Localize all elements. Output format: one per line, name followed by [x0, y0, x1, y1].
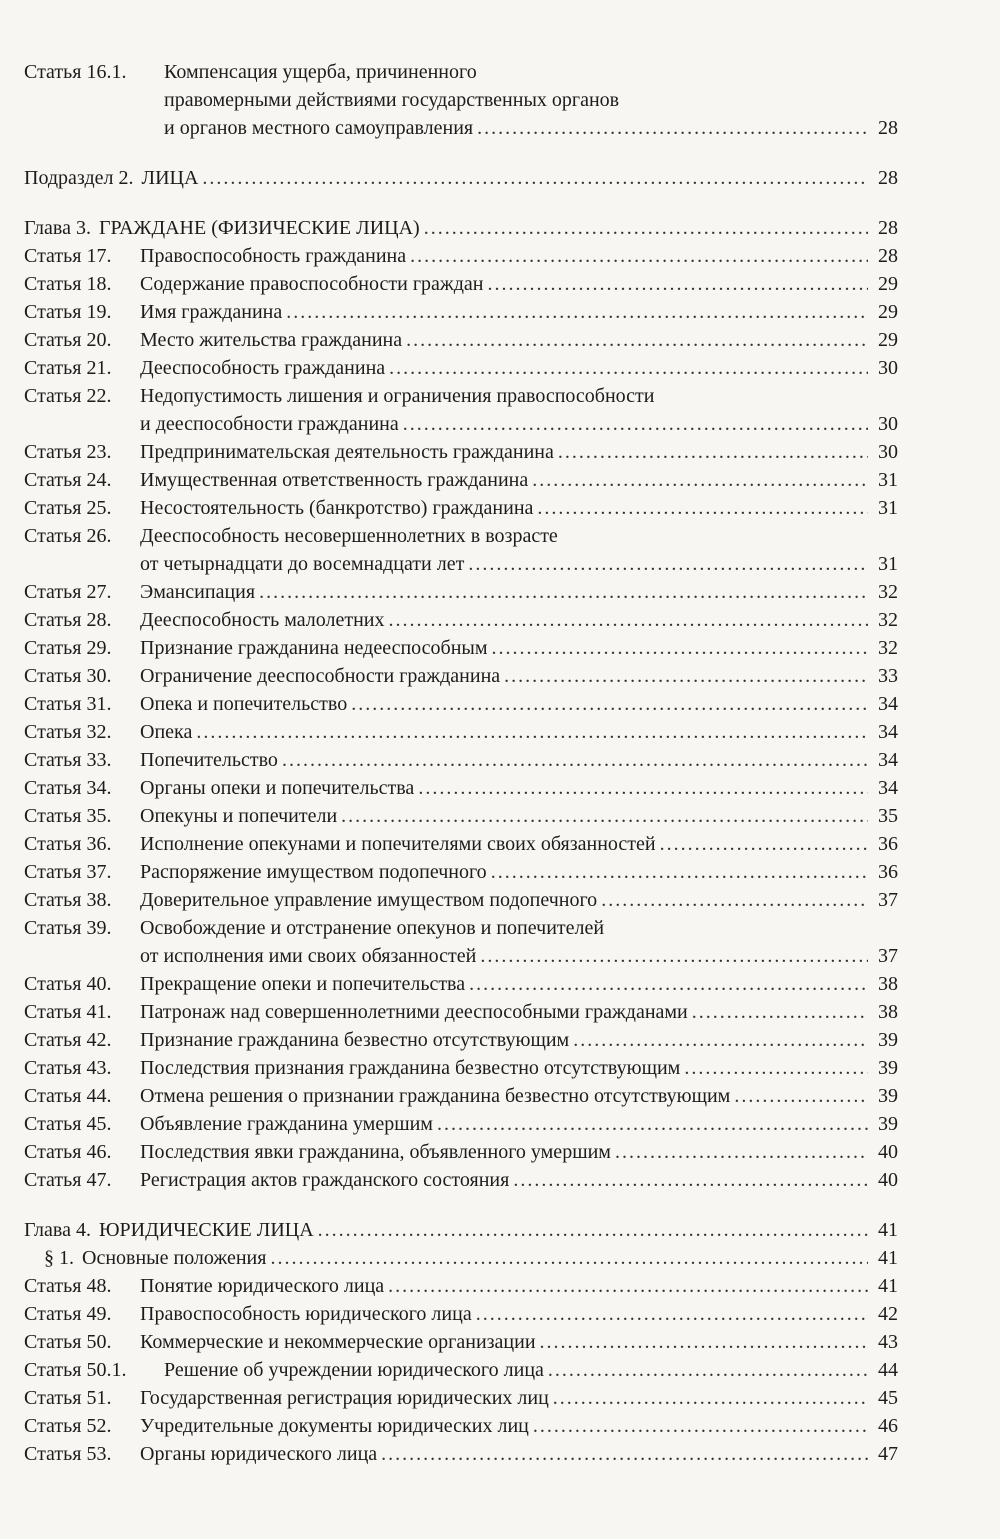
toc-entry-title: ГРАЖДАНЕ (ФИЗИЧЕСКИЕ ЛИЦА): [98, 217, 420, 239]
toc-entry-title: Дееспособность малолетних: [140, 609, 385, 631]
toc-entry-title: Признание гражданина безвестно отсутствующим: [140, 1029, 570, 1051]
toc-line: [24, 1138, 898, 1166]
toc-line: [24, 774, 898, 802]
dot-leader: [513, 1166, 868, 1194]
toc-line: [24, 326, 898, 354]
page-number: 30: [878, 357, 898, 379]
page-number: 41: [878, 1247, 898, 1269]
toc-entry-title: Место жительства гражданина: [140, 329, 403, 351]
toc-entry-label: Статья 21.: [24, 357, 112, 379]
dot-leader: [286, 298, 868, 326]
toc-entry[interactable]: [24, 1054, 898, 1082]
toc-line: [24, 634, 898, 662]
dot-leader: [259, 578, 868, 606]
toc-entry-label: Статья 41.: [24, 1001, 112, 1023]
toc-entry-title: правомерными действиями государственных органов: [164, 89, 620, 111]
toc-entry-label: Статья 30.: [24, 665, 112, 687]
dot-leader: [615, 1138, 868, 1166]
toc-line: [24, 1384, 898, 1412]
page-number: 41: [878, 1219, 898, 1241]
toc-line: [24, 1054, 898, 1082]
toc-line: [24, 718, 898, 746]
dot-leader: [437, 1110, 868, 1138]
toc-line: [24, 466, 898, 494]
toc-entry[interactable]: [24, 1328, 898, 1356]
toc-entry-label: Статья 19.: [24, 301, 112, 323]
page-number: 38: [878, 973, 898, 995]
toc-entry-label: Статья 37.: [24, 861, 112, 883]
toc-entry[interactable]: [24, 1166, 898, 1194]
dot-leader: [573, 1026, 868, 1054]
toc-entry-label: Статья 43.: [24, 1057, 112, 1079]
dot-leader: [469, 970, 868, 998]
toc-entry[interactable]: [24, 718, 898, 746]
page-number: 41: [878, 1275, 898, 1297]
page-number: 34: [878, 777, 898, 799]
toc-entry-title: Органы юридического лица: [140, 1443, 378, 1465]
toc-line: [24, 802, 898, 830]
toc-entry-title: Решение об учреждении юридического лица: [164, 1359, 544, 1381]
toc-line: [24, 578, 898, 606]
dot-leader: [424, 214, 868, 242]
toc-entry-label: § 1.: [44, 1247, 74, 1269]
dot-leader: [403, 410, 868, 438]
toc-entry-title: Опека: [140, 721, 193, 743]
toc-entry-label: Статья 47.: [24, 1169, 112, 1191]
toc-entry-label: Статья 50.1.: [24, 1359, 127, 1381]
toc-entry-title: Основные положения: [82, 1247, 267, 1269]
toc-entry-title: Эмансипация: [140, 581, 256, 603]
toc-entry-title: Государственная регистрация юридических лиц: [140, 1387, 549, 1409]
toc-entry[interactable]: [24, 1412, 898, 1440]
toc-entry-title: Органы опеки и попечительства: [140, 777, 415, 799]
toc-entry-label: Статья 49.: [24, 1303, 112, 1325]
toc-entry[interactable]: [24, 326, 898, 354]
toc-entry-title: Распоряжение имуществом подопечного: [140, 861, 487, 883]
page-number: 36: [878, 833, 898, 855]
toc-entry[interactable]: [24, 494, 898, 522]
dot-leader: [341, 802, 868, 830]
toc-entry-title: Опека и попечительство: [140, 693, 348, 715]
toc-entry-label: Статья 24.: [24, 469, 112, 491]
dot-leader: [601, 886, 868, 914]
toc-line: [24, 746, 898, 774]
toc-entry-title: Понятие юридического лица: [140, 1275, 385, 1297]
toc-line: [24, 1244, 898, 1272]
toc-line: [24, 522, 898, 550]
toc-entry-title: Имущественная ответственность гражданина: [140, 469, 529, 491]
toc-entry[interactable]: [24, 214, 898, 242]
toc-entry-title: Коммерческие и некоммерческие организации: [140, 1331, 536, 1353]
dot-leader: [540, 1328, 868, 1356]
dot-leader: [389, 354, 868, 382]
toc-line: [24, 86, 898, 114]
toc-entry-label: Статья 25.: [24, 497, 112, 519]
toc-line: [24, 1166, 898, 1194]
toc-line: [24, 970, 898, 998]
toc-entry-label: Статья 52.: [24, 1415, 112, 1437]
dot-leader: [553, 1384, 868, 1412]
dot-leader: [381, 1440, 868, 1468]
toc-entry[interactable]: [24, 662, 898, 690]
dot-leader: [476, 1300, 868, 1328]
toc-line: [24, 550, 898, 578]
toc-entry-label: Статья 33.: [24, 749, 112, 771]
toc-entry[interactable]: [24, 1138, 898, 1166]
toc-line: [24, 354, 898, 382]
toc-entry-label: Подраздел 2.: [24, 167, 134, 189]
toc-entry-label: Статья 27.: [24, 581, 112, 603]
toc-entry[interactable]: [24, 914, 898, 970]
toc-line: [24, 1216, 898, 1244]
toc-line: [24, 382, 898, 410]
toc-entry-label: Статья 31.: [24, 693, 112, 715]
dot-leader: [684, 1054, 868, 1082]
toc-entry[interactable]: [24, 774, 898, 802]
toc-entry-title: и органов местного самоуправления: [164, 117, 474, 139]
page-number: 30: [878, 441, 898, 463]
page-number: 32: [878, 581, 898, 603]
page-number: 29: [878, 301, 898, 323]
toc-entry-title: ЛИЦА: [141, 167, 199, 189]
toc-line: [24, 1300, 898, 1328]
toc-entry-title: Последствия признания гражданина безвестно отсутствующим: [140, 1057, 681, 1079]
page-number: 32: [878, 609, 898, 631]
toc-entry-title: Учредительные документы юридических лиц: [140, 1415, 529, 1437]
toc-entry-label: Статья 26.: [24, 525, 112, 547]
toc-entry[interactable]: [24, 354, 898, 382]
toc-entry-label: Статья 48.: [24, 1275, 112, 1297]
toc-entry-label: Статья 44.: [24, 1085, 112, 1107]
toc-line: [24, 298, 898, 326]
toc-entry[interactable]: [24, 606, 898, 634]
page-number: 29: [878, 329, 898, 351]
toc-entry-title: от четырнадцати до восемнадцати лет: [140, 553, 465, 575]
toc-entry-label: Статья 40.: [24, 973, 112, 995]
page-number: 29: [878, 273, 898, 295]
toc-entry-title: Регистрация актов гражданского состояния: [140, 1169, 510, 1191]
toc-entry[interactable]: [24, 1300, 898, 1328]
toc-entry-label: Статья 53.: [24, 1443, 112, 1465]
toc-entry-label: Статья 34.: [24, 777, 112, 799]
toc-line: [24, 690, 898, 718]
toc-entry[interactable]: [24, 522, 898, 578]
toc-entry[interactable]: [24, 1026, 898, 1054]
dot-leader: [406, 326, 868, 354]
toc-entry[interactable]: [24, 1082, 898, 1110]
toc-entry[interactable]: [24, 466, 898, 494]
toc-entry-label: Статья 22.: [24, 385, 112, 407]
toc-entry-label: Статья 38.: [24, 889, 112, 911]
toc-entry-label: Статья 45.: [24, 1113, 112, 1135]
toc-line: [24, 1026, 898, 1054]
toc-entry-title: Исполнение опекунами и попечителями своих обязанностей: [140, 833, 656, 855]
toc-entry-title: и дееспособности гражданина: [140, 413, 399, 435]
toc-entry-label: Статья 23.: [24, 441, 112, 463]
dot-leader: [388, 1272, 868, 1300]
page-number: 28: [878, 217, 898, 239]
page-number: 35: [878, 805, 898, 827]
page-number: 36: [878, 861, 898, 883]
dot-leader: [480, 942, 868, 970]
toc-entry[interactable]: [24, 1384, 898, 1412]
page-number: 34: [878, 693, 898, 715]
dot-leader: [389, 606, 868, 634]
dot-leader: [488, 270, 869, 298]
toc-entry[interactable]: [24, 270, 898, 298]
toc-entry-title: Освобождение и отстранение опекунов и попечителей: [140, 917, 605, 939]
table-of-contents: [24, 58, 898, 1468]
dot-leader: [734, 1082, 868, 1110]
toc-entry[interactable]: [24, 242, 898, 270]
toc-entry-title: Попечительство: [140, 749, 278, 771]
page-number: 28: [878, 167, 898, 189]
toc-line: [24, 214, 898, 242]
toc-entry[interactable]: [24, 578, 898, 606]
toc-entry[interactable]: [24, 1244, 898, 1272]
toc-entry-title: Доверительное управление имуществом подопечного: [140, 889, 598, 911]
toc-entry[interactable]: [24, 382, 898, 438]
toc-entry[interactable]: [24, 58, 898, 142]
toc-entry-label: Глава 3.: [24, 217, 91, 239]
toc-entry-label: Статья 46.: [24, 1141, 112, 1163]
toc-line: [24, 1412, 898, 1440]
toc-entry[interactable]: [24, 164, 898, 192]
toc-entry[interactable]: [24, 970, 898, 998]
toc-line: [24, 1272, 898, 1300]
page-number: 40: [878, 1169, 898, 1191]
toc-line: [24, 606, 898, 634]
toc-entry-label: Статья 17.: [24, 245, 112, 267]
toc-line: [24, 914, 898, 942]
toc-entry[interactable]: [24, 830, 898, 858]
toc-entry-label: Статья 42.: [24, 1029, 112, 1051]
toc-line: [24, 998, 898, 1026]
toc-entry-label: Глава 4.: [24, 1219, 91, 1241]
page-number: 39: [878, 1057, 898, 1079]
page-number: 28: [878, 245, 898, 267]
page-number: 28: [878, 117, 898, 139]
dot-leader: [533, 1412, 868, 1440]
toc-line: [24, 242, 898, 270]
toc-entry-title: ЮРИДИЧЕСКИЕ ЛИЦА: [98, 1219, 314, 1241]
toc-entry[interactable]: [24, 438, 898, 466]
toc-entry-title: Опекуны и попечители: [140, 805, 338, 827]
page-number: 33: [878, 665, 898, 687]
toc-entry-label: Статья 16.1.: [24, 61, 127, 83]
toc-entry-title: Несостоятельность (банкротство) гражданина: [140, 497, 534, 519]
toc-entry-title: Предпринимательская деятельность гражданина: [140, 441, 554, 463]
dot-leader: [477, 114, 868, 142]
toc-entry[interactable]: [24, 1216, 898, 1244]
dot-leader: [418, 774, 868, 802]
toc-entry-label: Статья 51.: [24, 1387, 112, 1409]
page-number: 37: [878, 889, 898, 911]
toc-entry[interactable]: [24, 802, 898, 830]
dot-leader: [532, 466, 868, 494]
toc-line: [24, 858, 898, 886]
toc-entry-title: Правоспособность гражданина: [140, 245, 407, 267]
page-number: 31: [878, 553, 898, 575]
page-number: 30: [878, 413, 898, 435]
page-number: 37: [878, 945, 898, 967]
toc-entry[interactable]: [24, 886, 898, 914]
toc-entry-label: Статья 29.: [24, 637, 112, 659]
toc-entry[interactable]: [24, 1440, 898, 1468]
toc-entry[interactable]: [24, 858, 898, 886]
toc-entry-label: Статья 35.: [24, 805, 112, 827]
dot-leader: [660, 830, 868, 858]
toc-entry-label: Статья 20.: [24, 329, 112, 351]
dot-leader: [351, 690, 868, 718]
page-number: 31: [878, 469, 898, 491]
dot-leader: [270, 1244, 868, 1272]
dot-leader: [504, 662, 868, 690]
toc-entry-label: Статья 32.: [24, 721, 112, 743]
toc-entry-title: Недопустимость лишения и ограничения правоспособности: [140, 385, 655, 407]
toc-line: [24, 662, 898, 690]
page-number: 47: [878, 1443, 898, 1465]
toc-entry-label: Статья 28.: [24, 609, 112, 631]
toc-entry-title: Компенсация ущерба, причиненного: [164, 61, 477, 83]
toc-entry-title: Патронаж над совершеннолетними дееспособными гражданами: [140, 1001, 688, 1023]
dot-leader: [318, 1216, 868, 1244]
toc-entry[interactable]: [24, 1356, 898, 1384]
dot-leader: [410, 242, 868, 270]
dot-leader: [202, 164, 868, 192]
page-number: 31: [878, 497, 898, 519]
toc-entry-title: Объявление гражданина умершим: [140, 1113, 433, 1135]
page-number: 44: [878, 1359, 898, 1381]
toc-line: [24, 1356, 898, 1384]
toc-entry-title: Содержание правоспособности граждан: [140, 273, 484, 295]
toc-entry[interactable]: [24, 1272, 898, 1300]
toc-entry-title: Правоспособность юридического лица: [140, 1303, 472, 1325]
toc-line: [24, 164, 898, 192]
page-number: 34: [878, 721, 898, 743]
toc-entry-title: Отмена решения о признании гражданина безвестно отсутствующим: [140, 1085, 731, 1107]
dot-leader: [692, 998, 868, 1026]
toc-entry-title: Дееспособность несовершеннолетних в возрасте: [140, 525, 558, 547]
toc-entry-title: Дееспособность гражданина: [140, 357, 386, 379]
dot-leader: [491, 858, 868, 886]
dot-leader: [492, 634, 868, 662]
page-number: 39: [878, 1085, 898, 1107]
page-number: 32: [878, 637, 898, 659]
page-number: 39: [878, 1113, 898, 1135]
dot-leader: [468, 550, 868, 578]
toc-line: [24, 830, 898, 858]
toc-entry-label: Статья 39.: [24, 917, 112, 939]
toc-line: [24, 1328, 898, 1356]
toc-line: [24, 438, 898, 466]
page-number: 46: [878, 1415, 898, 1437]
dot-leader: [548, 1356, 868, 1384]
page-number: 43: [878, 1331, 898, 1353]
toc-entry-title: Ограничение дееспособности гражданина: [140, 665, 501, 687]
toc-entry-title: Прекращение опеки и попечительства: [140, 973, 466, 995]
toc-entry-title: Признание гражданина недееспособным: [140, 637, 488, 659]
toc-line: [24, 1440, 898, 1468]
toc-line: [24, 410, 898, 438]
toc-entry-label: Статья 50.: [24, 1331, 112, 1353]
toc-entry[interactable]: [24, 690, 898, 718]
toc-entry-title: от исполнения ими своих обязанностей: [140, 945, 477, 967]
page-number: 45: [878, 1387, 898, 1409]
toc-line: [24, 1110, 898, 1138]
page-number: 38: [878, 1001, 898, 1023]
page-number: 39: [878, 1029, 898, 1051]
toc-entry[interactable]: [24, 298, 898, 326]
toc-line: [24, 886, 898, 914]
toc-line: [24, 1082, 898, 1110]
toc-line: [24, 942, 898, 970]
page-number: 40: [878, 1141, 898, 1163]
page-number: 42: [878, 1303, 898, 1325]
toc-line: [24, 114, 898, 142]
toc-line: [24, 270, 898, 298]
toc-line: [24, 494, 898, 522]
toc-entry-label: Статья 18.: [24, 273, 112, 295]
dot-leader: [282, 746, 868, 774]
dot-leader: [196, 718, 868, 746]
dot-leader: [558, 438, 868, 466]
toc-entry[interactable]: [24, 634, 898, 662]
toc-line: [24, 58, 898, 86]
toc-entry-title: Имя гражданина: [140, 301, 283, 323]
toc-entry[interactable]: [24, 746, 898, 774]
toc-entry[interactable]: [24, 998, 898, 1026]
toc-entry[interactable]: [24, 1110, 898, 1138]
toc-entry-label: Статья 36.: [24, 833, 112, 855]
dot-leader: [537, 494, 868, 522]
toc-entry-title: Последствия явки гражданина, объявленного умершим: [140, 1141, 611, 1163]
page-number: 34: [878, 749, 898, 771]
